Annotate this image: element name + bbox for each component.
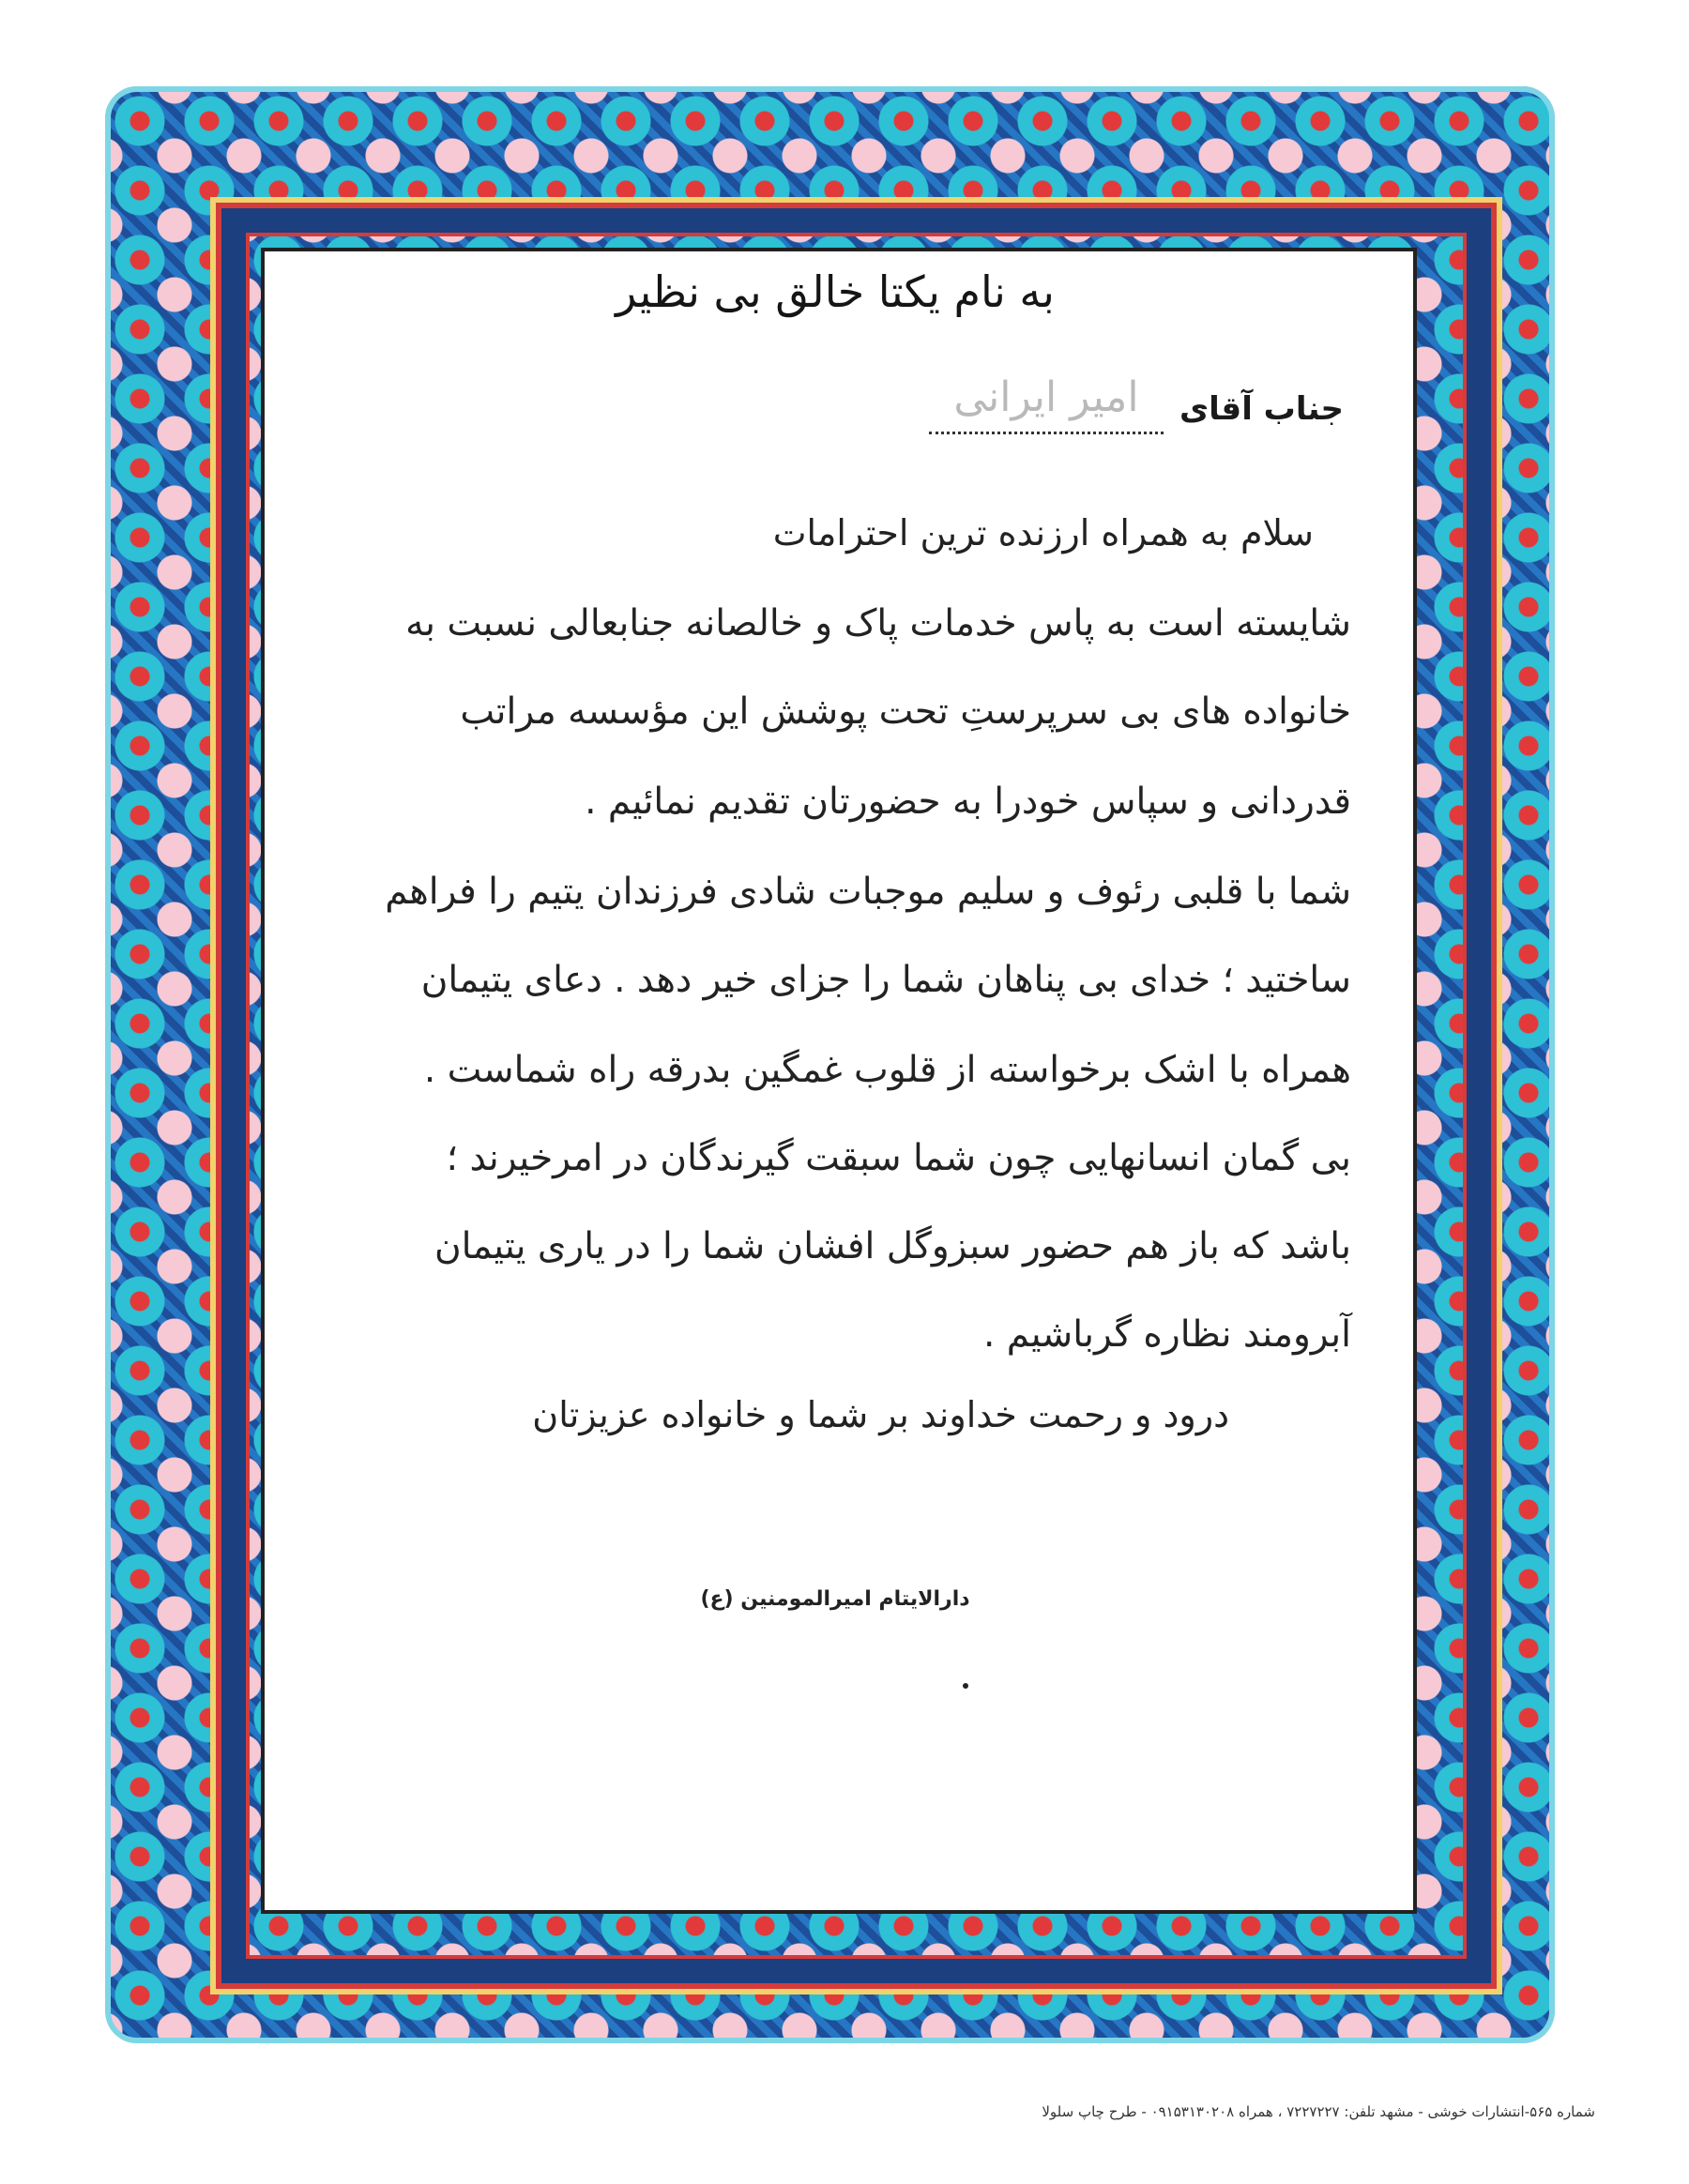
body-line: قدردانی و سپاس خودرا به حضورتان تقدیم نمائیم .	[585, 781, 1351, 823]
body-line: همراه با اشک برخواسته از قلوب غمگین بدرقه راه شماست .	[423, 1049, 1351, 1091]
body-line: خانواده های بی سرپرستِ تحت پوشش این مؤسسه مراتب	[460, 690, 1351, 733]
body-line: آبرومند نظاره گرباشیم .	[983, 1313, 1351, 1356]
body-line: ساختید ؛ خدای بی پناهان شما را جزای خیر دهد . دعای یتیمان	[420, 959, 1351, 1001]
body-line: شایسته است به پاس خدمات پاک و خالصانه جنابعالی نسبت به	[405, 602, 1351, 645]
recipient-label: جناب آقای	[1179, 390, 1344, 428]
recipient-name: امیر ایرانی	[929, 373, 1164, 434]
signature: دارالایتام امیرالمومنین (ع)	[700, 1587, 970, 1611]
letter-title: به نام یکتا خالق بی نظیر	[616, 266, 1055, 317]
body-line: باشد که باز هم حضور سبزوگل افشان شما را در یاری یتیمان	[434, 1225, 1351, 1267]
body-line: شما با قلبی رئوف و سلیم موجبات شادی فرزندان یتیم را فراهم	[385, 871, 1351, 913]
closing-line: درود و رحمت خداوند بر شما و خانواده عزیزتان	[532, 1394, 1229, 1435]
letter-page	[272, 259, 1398, 1895]
printer-footer: شماره ۵۶۵-انتشارات خوشی - مشهد تلفن: ۷۲۲۷۲۲۷ ، همراه ۰۹۱۵۳۱۳۰۲۰۸ - طرح چاپ سلولا	[1042, 2103, 1595, 2120]
ink-dot	[963, 1683, 968, 1689]
body-line: بی گمان انسانهایی چون شما سبقت گیرندگان در امرخیرند ؛	[446, 1137, 1351, 1179]
greeting-line: سلام به همراه ارزنده ترین احترامات	[772, 512, 1314, 554]
